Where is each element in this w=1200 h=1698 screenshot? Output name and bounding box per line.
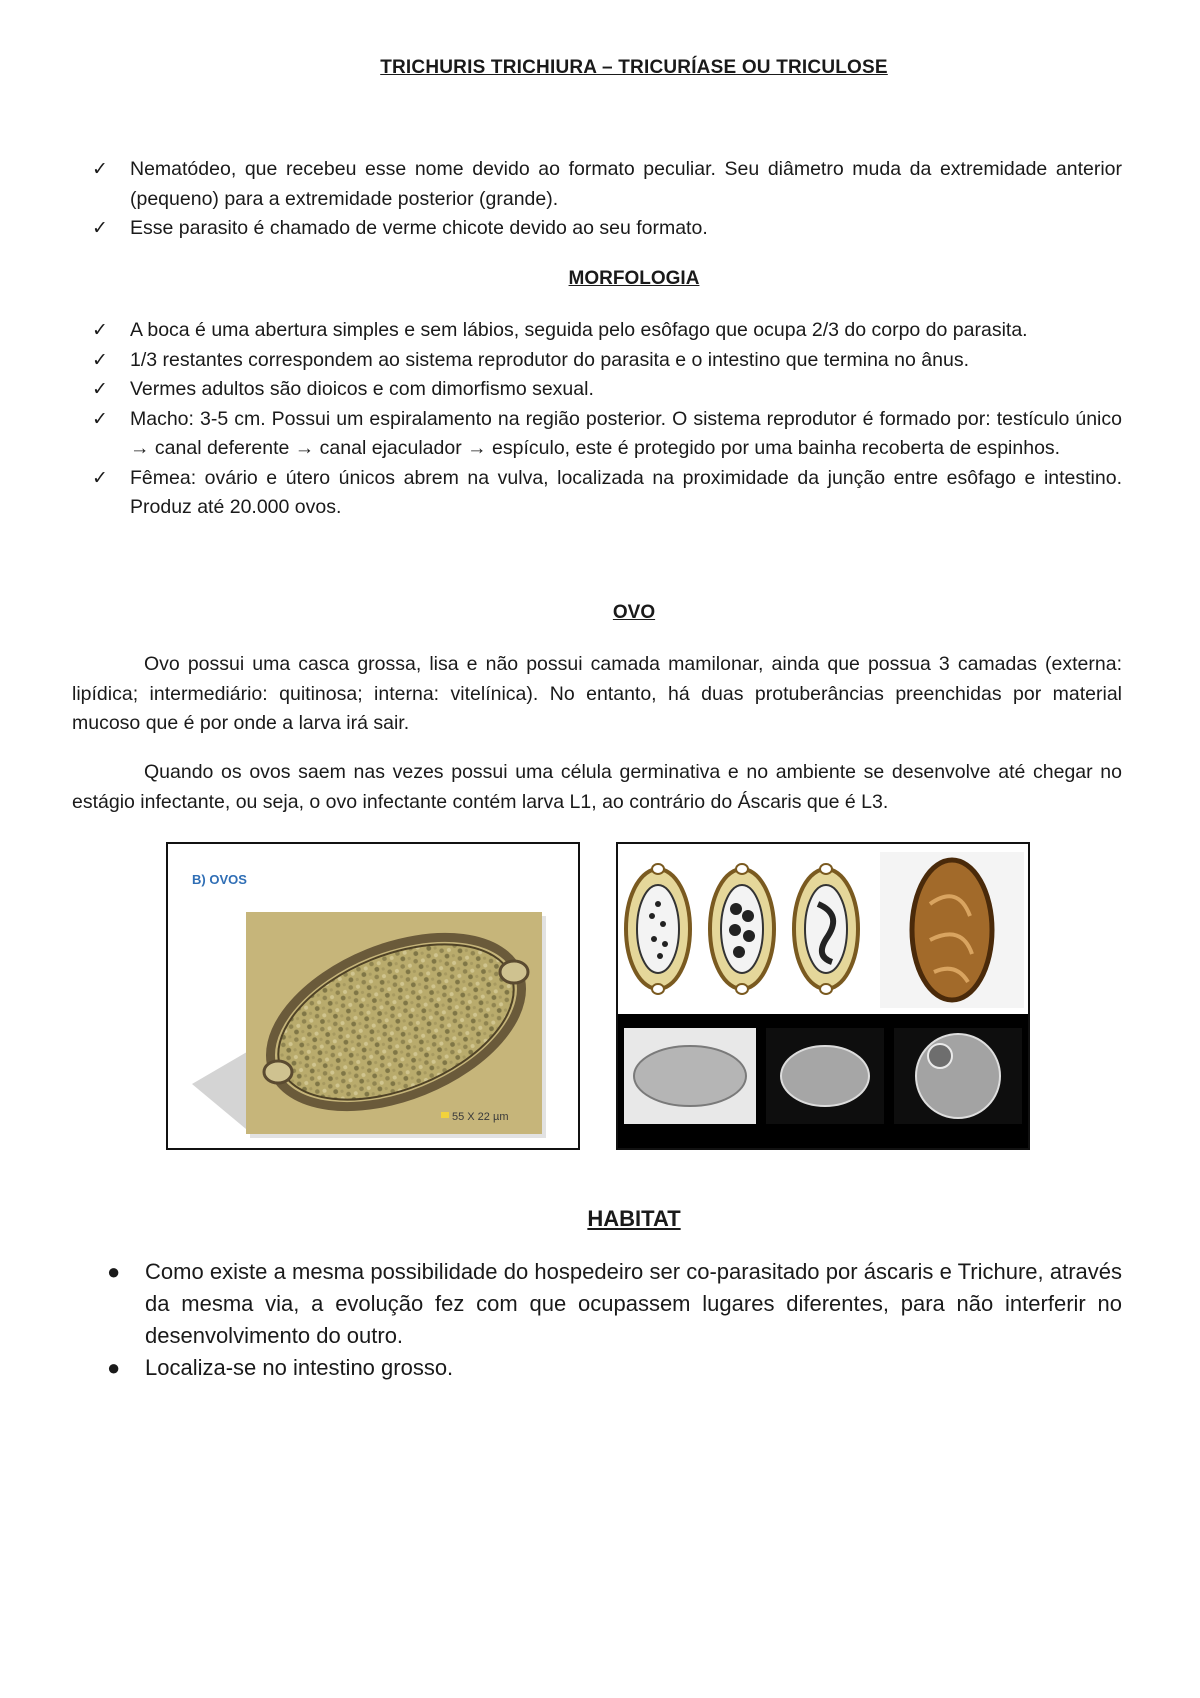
figure-caption: B) OVOS	[192, 872, 247, 887]
bullet-dot-icon: ●	[107, 1355, 121, 1380]
page-title: TRICHURIS TRICHIURA – TRICURÍASE OU TRICULOSE	[380, 57, 888, 78]
section-heading-habitat: HABITAT	[587, 1206, 681, 1231]
list-item: ✓ A boca é uma abertura simples e sem lábios, seguida pelo esôfago que ocupa 2/3 do corpo do parasita.	[92, 316, 1122, 346]
egg-stage-1	[626, 864, 690, 994]
egg-stages-image	[618, 844, 1028, 1148]
check-mark-icon: ✓	[92, 158, 108, 180]
check-mark-icon: ✓	[92, 217, 108, 239]
morfologia-list	[92, 316, 1122, 523]
ovo-paragraph-1: Ovo possui uma casca grossa, lisa e não possui camada mamilonar, ainda que possua 3 camadas (externa: lipídica; intermediário: quitinosa; interna: vitelínica). No entanto, há duas protuberâncias preenchidas por material mucoso que é por onde a larva irá sair.	[72, 653, 1122, 734]
ovo-paragraph-2: Quando os ovos saem nas vezes possui uma célula germinativa e no ambiente se desenvolve até chegar no estágio infectante, ou seja, o ovo infectante contém larva L1, ao contrário do Áscaris que é L3.	[72, 761, 1122, 813]
egg-stages-figure	[616, 842, 1030, 1150]
section-heading-morfologia: MORFOLOGIA	[568, 268, 700, 289]
check-mark-icon: ✓	[92, 319, 108, 341]
section-heading-ovo: OVO	[612, 602, 656, 623]
list-item: ✓ Fêmea: ovário e útero únicos abrem na vulva, localizada na proximidade da junção entre esôfago e intestino. Produz até 20.000 ovos.	[92, 464, 1122, 523]
egg-stage-4-photo	[880, 852, 1024, 1008]
check-mark-icon: ✓	[92, 466, 108, 489]
list-item: ✓ 1/3 restantes correspondem ao sistema reprodutor do parasita e o intestino que termina no ânus.	[92, 346, 1122, 376]
list-item: ✓ Vermes adultos são dioicos e com dimorfismo sexual.	[92, 375, 1122, 405]
check-mark-icon: ✓	[92, 348, 108, 371]
check-mark-icon: ✓	[92, 407, 108, 430]
scale-label: 55 X 22 µm	[452, 1111, 509, 1123]
bullet-dot-icon: ●	[107, 1259, 121, 1284]
list-item: ✓ Esse parasito é chamado de verme chicote devido ao seu formato.	[92, 214, 1122, 244]
habitat-list	[105, 1256, 1122, 1384]
egg-micrograph-figure	[166, 842, 580, 1150]
list-item: ● Como existe a mesma possibilidade do hospedeiro ser co-parasitado por áscaris e Trichure, através da mesma via, a evolução fez com que ocupassem lugares diferentes, para não interferir no desenvolvimento do outro.	[105, 1256, 1122, 1352]
intro-list	[92, 155, 1122, 244]
egg-stage-3	[794, 864, 858, 994]
list-item: ✓ Macho: 3-5 cm. Possui um espiralamento na região posterior. O sistema reprodutor é formado por: testículo único → canal deferente → canal ejaculador → espículo, este é protegido por uma bainha recoberta de espinhos.	[92, 405, 1122, 464]
egg-micrograph-image	[168, 844, 578, 1148]
check-mark-icon: ✓	[92, 378, 108, 400]
list-item: ✓ Nematódeo, que recebeu esse nome devido ao formato peculiar. Seu diâmetro muda da extremidade anterior (pequeno) para a extremidade posterior (grande).	[92, 155, 1122, 214]
list-item: ● Localiza-se no intestino grosso.	[105, 1352, 1122, 1384]
egg-stage-2	[710, 864, 774, 994]
